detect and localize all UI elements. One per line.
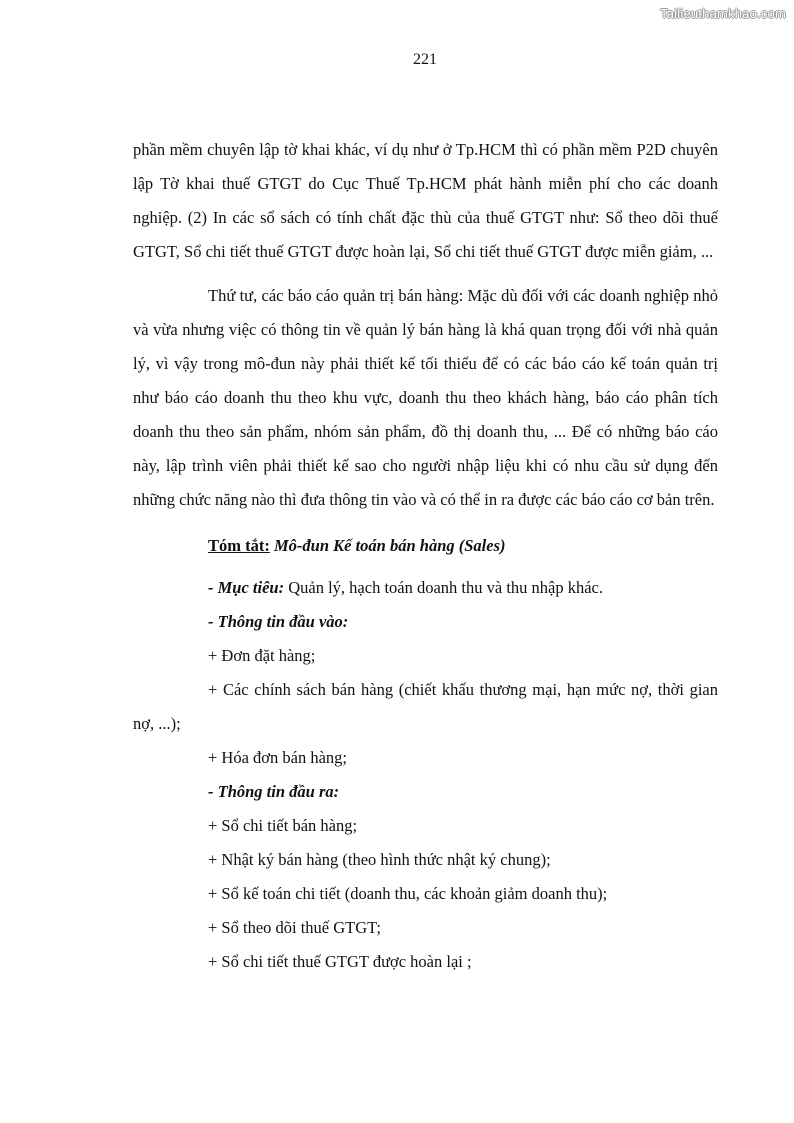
objective-text: Quản lý, hạch toán doanh thu và thu nhập khác.	[288, 578, 604, 597]
summary-label: Tóm tắt:	[208, 536, 270, 555]
input-item: + Đơn đặt hàng;	[208, 646, 316, 665]
objective-line	[133, 571, 718, 605]
output-heading: - Thông tin đầu ra:	[208, 782, 340, 801]
input-item: + Hóa đơn bán hàng;	[208, 748, 348, 767]
summary-section	[133, 529, 718, 979]
input-item: + Các chính sách bán hàng (chiết khấu thương mại, hạn mức nợ, thời gian nợ, ...);	[133, 680, 718, 733]
summary-title	[133, 529, 718, 563]
page-number: 221	[413, 51, 437, 68]
paragraph-sales-reports: Thứ tư, các báo cáo quản trị bán hàng: Mặc dù đối với các doanh nghiệp nhỏ và vừa nhưng việc có thông tin về quản lý bán hàng là khá quan trọng đối với nhà quản lý, vì vậy trong mô-đun này phải thiết kế tối thiểu để có các báo cáo kế toán quản trị như báo cáo doanh thu theo khu vực, doanh thu theo khách hàng, báo cáo phân tích doanh thu theo sản phẩm, nhóm sản phẩm, đồ thị doanh thu, ... Để có những báo cáo này, lập trình viên phải thiết kế sao cho người nhập liệu khi có nhu cầu sử dụng đến những chức năng nào thì đưa thông tin vào và có thể in ra được các báo cáo cơ bản trên.	[133, 286, 718, 509]
objective-label: - Mục tiêu:	[208, 578, 285, 597]
output-item: + Sổ chi tiết bán hàng;	[208, 816, 358, 835]
summary-module-title: Mô-đun Kế toán bán hàng (Sales)	[273, 536, 506, 555]
output-item: + Sổ theo dõi thuế GTGT;	[208, 918, 381, 937]
input-heading: - Thông tin đầu vào:	[208, 612, 349, 631]
output-item: + Nhật ký bán hàng (theo hình thức nhật ký chung);	[208, 850, 551, 869]
document-body	[133, 133, 718, 979]
paragraph-continuation: phần mềm chuyên lập tờ khai khác, ví dụ như ở Tp.HCM thì có phần mềm P2D chuyên lập Tờ khai thuế GTGT do Cục Thuế Tp.HCM phát hành miễn phí cho các doanh nghiệp. (2) In các sổ sách có tính chất đặc thù của thuế GTGT như: Sổ theo dõi thuế GTGT, Sổ chi tiết thuế GTGT được hoàn lại, Sổ chi tiết thuế GTGT được miễn giảm, ...	[133, 140, 718, 261]
watermark-text: Tailieuthamkhao.com	[660, 6, 786, 21]
output-item: + Sổ chi tiết thuế GTGT được hoàn lại ;	[208, 952, 472, 971]
output-item: + Sổ kế toán chi tiết (doanh thu, các khoản giảm doanh thu);	[208, 884, 608, 903]
